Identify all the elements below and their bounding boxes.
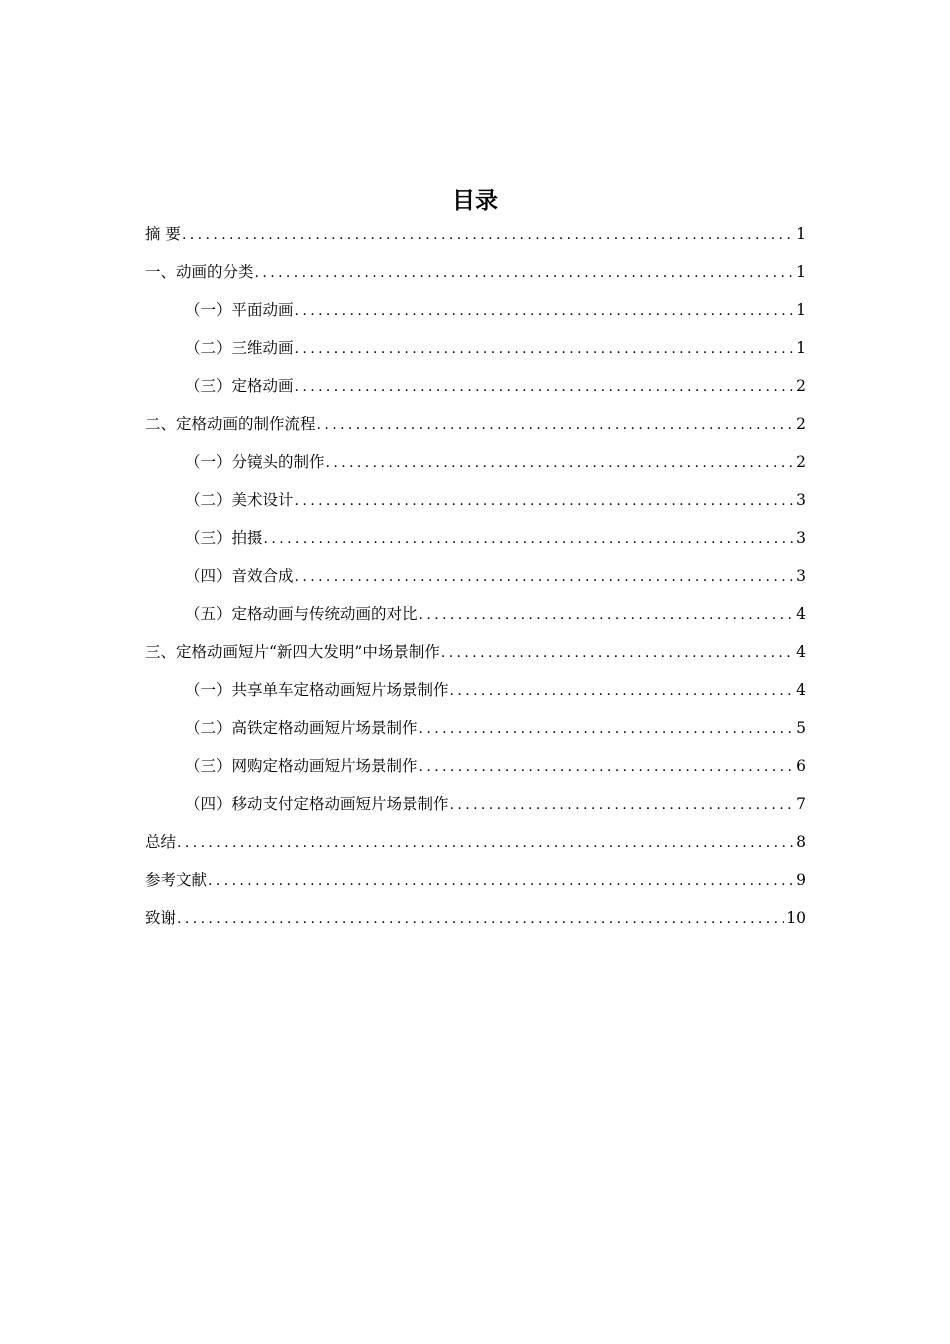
toc-entry-page: 6: [796, 757, 806, 775]
toc-dot-leader: [255, 254, 795, 292]
toc-entry-section-3-2[interactable]: [145, 709, 806, 747]
toc-dot-leader: [295, 482, 795, 520]
toc-entry-label: （一）平面动画: [185, 301, 294, 319]
toc-entry-page: 2: [796, 453, 806, 471]
toc-entry-label: （五）定格动画与传统动画的对比: [185, 605, 418, 623]
toc-dot-leader: [419, 596, 795, 634]
toc-dot-leader: [208, 862, 794, 900]
toc-dot-leader: [317, 406, 795, 444]
toc-entry-section-2-1[interactable]: [145, 443, 806, 481]
toc-entry-section-3-1[interactable]: [145, 671, 806, 709]
toc-dot-leader: [177, 900, 784, 938]
toc-entry-page: 3: [796, 491, 806, 509]
toc-entry-page: 7: [796, 795, 806, 813]
toc-entry-section-1[interactable]: [145, 253, 806, 291]
toc-entry-page: 3: [796, 567, 806, 585]
toc-entry-label: 一、动画的分类: [145, 263, 254, 281]
toc-entry-label: （一）共享单车定格动画短片场景制作: [185, 681, 449, 699]
toc-entry-page: 8: [796, 833, 806, 851]
toc-dot-leader: [450, 672, 795, 710]
toc-entry-page: 1: [796, 301, 806, 319]
toc-dot-leader: [177, 824, 794, 862]
toc-entry-page: 1: [796, 339, 806, 357]
toc-entry-page: 4: [796, 681, 806, 699]
toc-entry-page: 4: [796, 643, 806, 661]
toc-dot-leader: [441, 634, 794, 672]
toc-entry-section-1-2[interactable]: [145, 329, 806, 367]
toc-entry-label: 总结: [145, 833, 177, 851]
toc-dot-leader: [326, 444, 795, 482]
toc-dot-leader: [419, 710, 795, 748]
toc-entry-label: 参考文献: [145, 871, 208, 889]
toc-entry-section-3-3[interactable]: [145, 747, 806, 785]
toc-dot-leader: [295, 558, 795, 596]
toc-entry-section-2-3[interactable]: [145, 519, 806, 557]
toc-entry-acknowledgements[interactable]: [145, 899, 806, 937]
toc-entry-label: （二）高铁定格动画短片场景制作: [185, 719, 418, 737]
toc-entry-page: 3: [796, 529, 806, 547]
toc-entry-page: 9: [796, 871, 806, 889]
toc-entry-section-2-5[interactable]: [145, 595, 806, 633]
toc-dot-leader: [264, 520, 795, 558]
table-of-contents: [145, 215, 806, 937]
toc-entry-page: 4: [796, 605, 806, 623]
toc-entry-label: 摘 要: [145, 225, 181, 243]
toc-entry-label: 二、定格动画的制作流程: [145, 415, 316, 433]
toc-entry-section-2-4[interactable]: [145, 557, 806, 595]
toc-entry-conclusion[interactable]: [145, 823, 806, 861]
toc-entry-page: 10: [786, 909, 806, 927]
toc-entry-page: 2: [796, 377, 806, 395]
toc-dot-leader: [419, 748, 795, 786]
toc-entry-label: （三）拍摄: [185, 529, 263, 547]
toc-entry-page: 5: [796, 719, 806, 737]
toc-entry-label: （二）三维动画: [185, 339, 294, 357]
toc-dot-leader: [182, 216, 794, 254]
toc-entry-label: （四）移动支付定格动画短片场景制作: [185, 795, 449, 813]
toc-entry-section-1-1[interactable]: [145, 291, 806, 329]
toc-entry-page: 2: [796, 415, 806, 433]
toc-entry-section-3-4[interactable]: [145, 785, 806, 823]
toc-dot-leader: [450, 786, 795, 824]
toc-entry-section-1-3[interactable]: [145, 367, 806, 405]
toc-entry-section-2[interactable]: [145, 405, 806, 443]
toc-entry-abstract[interactable]: [145, 215, 806, 253]
toc-entry-page: 1: [796, 225, 806, 243]
toc-entry-label: 三、定格动画短片“新四大发明”中场景制作: [145, 643, 440, 661]
toc-entry-label: （四）音效合成: [185, 567, 294, 585]
toc-entry-section-2-2[interactable]: [145, 481, 806, 519]
toc-entry-page: 1: [796, 263, 806, 281]
toc-title: 目录: [452, 188, 498, 214]
toc-entry-label: （三）网购定格动画短片场景制作: [185, 757, 418, 775]
toc-dot-leader: [295, 292, 795, 330]
toc-dot-leader: [295, 368, 795, 406]
toc-entry-label: （二）美术设计: [185, 491, 294, 509]
toc-entry-label: （三）定格动画: [185, 377, 294, 395]
toc-dot-leader: [295, 330, 795, 368]
toc-entry-label: （一）分镜头的制作: [185, 453, 325, 471]
toc-entry-references[interactable]: [145, 861, 806, 899]
toc-entry-label: 致谢: [145, 909, 177, 927]
toc-entry-section-3[interactable]: [145, 633, 806, 671]
